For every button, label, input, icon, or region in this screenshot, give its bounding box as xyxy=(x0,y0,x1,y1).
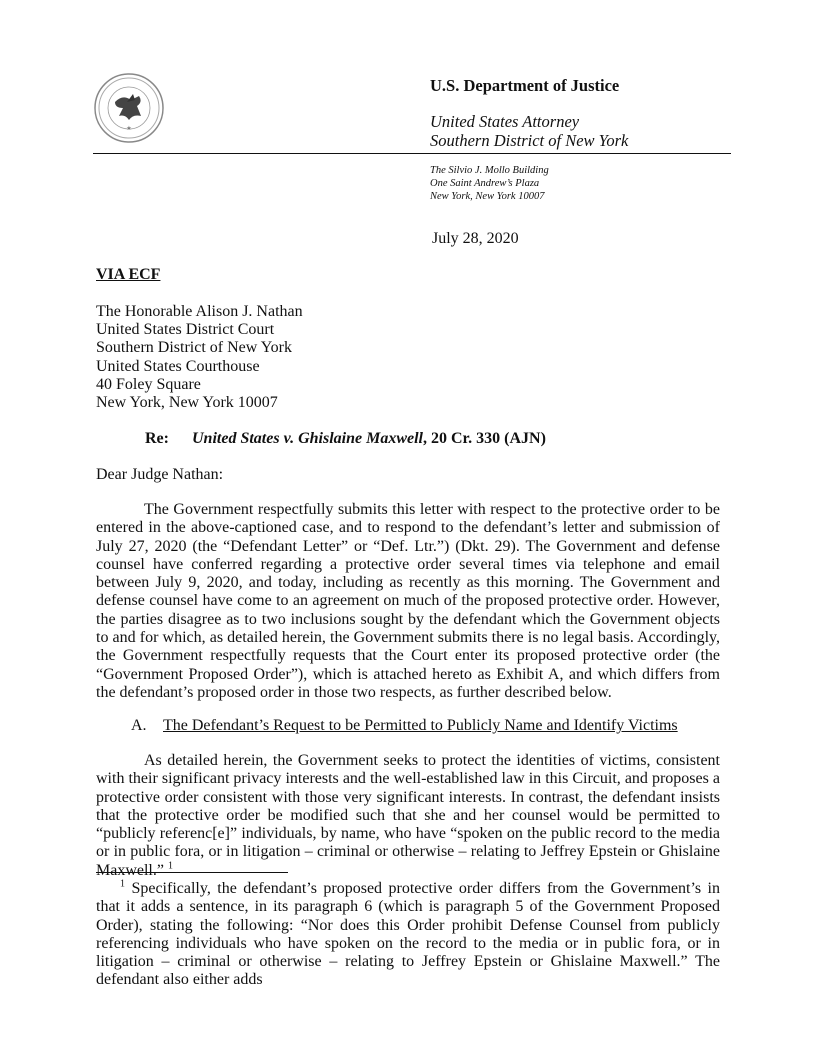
recipient-line: 40 Foley Square xyxy=(96,375,201,393)
doj-seal-icon xyxy=(93,72,165,144)
recipient-line: United States Courthouse xyxy=(96,357,260,375)
recipient-line: New York, New York 10007 xyxy=(96,394,278,412)
office-name xyxy=(430,112,740,150)
department-name: U.S. Department of Justice xyxy=(430,76,620,95)
body-paragraph xyxy=(96,752,720,880)
address-line: One Saint Andrew’s Plaza xyxy=(430,178,540,189)
footnote xyxy=(96,880,720,990)
delivery-method: VIA ECF xyxy=(96,266,161,283)
address-line: New York, New York 10007 xyxy=(430,191,545,202)
case-number: , 20 Cr. 330 (AJN) xyxy=(422,430,546,447)
letterhead-divider xyxy=(93,153,731,154)
address-line: The Silvio J. Mollo Building xyxy=(430,165,549,176)
section-heading xyxy=(131,717,678,735)
footnote-reference[interactable]: 1 xyxy=(167,860,173,872)
recipient-address xyxy=(96,303,303,412)
svg-text:★: ★ xyxy=(126,125,132,132)
office-line: United States Attorney xyxy=(430,112,580,131)
body-paragraph: The Government respectfully submits this letter with respect to the protective order to be entered in the above-captioned case, and to respond to the defendant’s letter and submission of July 27, 2020 (the “Defendant Letter” or “Def. Ltr.”) (Dkt. 29). The Government and defense counsel have conferred regarding a protective order several times via telephone and email between July 9, 2020, and today, including as recently as this morning. The Government and defense counsel have come to an agreement on much of the proposed protective order. However, the parties disagree as to two inclusions sought by the defendant which the Government objects to and for which, as detailed herein, the Government submits there is no legal basis. Accordingly, the Government respectfully requests that the Court enter its proposed protective order (the “Government Proposed Order”), which is attached hereto as Exhibit A, and which differs from the defendant’s proposed order in those two respects, as further described below. xyxy=(96,501,720,701)
recipient-line: The Honorable Alison J. Nathan xyxy=(96,303,303,320)
office-address xyxy=(430,164,549,203)
re-line xyxy=(145,430,546,448)
section-title: The Defendant’s Request to be Permitted to Publicly Name and Identify Victims xyxy=(163,717,678,734)
footnote-divider xyxy=(96,872,288,873)
paragraph-text: As detailed herein, the Government seeks to protect the identities of victims, consistent with their significant privacy interests and the well-established law in this Circuit, and proposes a protective order consistent with those very significant interests. In contrast, the defendant insists that the protective order be modified such that she and her counsel would be permitted to “publicly referenc[e]” individuals, by name, who have “spoken on the public record to the media or in public fora, or in litigation – criminal or otherwise – relating to Jeffrey Epstein or Ghislaine Maxwell.” xyxy=(96,752,720,879)
re-label: Re: xyxy=(145,430,169,447)
case-name: United States v. Ghislaine Maxwell xyxy=(192,430,423,447)
letter-date: July 28, 2020 xyxy=(432,230,519,247)
footnote-number: 1 xyxy=(120,878,125,890)
letterhead xyxy=(430,76,740,150)
recipient-line: United States District Court xyxy=(96,321,275,339)
recipient-line: Southern District of New York xyxy=(96,339,292,357)
footnote-text: Specifically, the defendant’s proposed protective order differs from the Government’s in that it adds a sentence, in its paragraph 6 (which is paragraph 5 of the Government Proposed Order), stating the following: “Nor does this Order prohibit Defense Counsel from publicly referencing individuals who have spoken on the record to the media or in public fora, or in litigation – criminal or otherwise – relating to Jeffrey Epstein or Ghislaine Maxwell.” The defendant also either adds xyxy=(96,880,721,989)
section-letter: A. xyxy=(131,717,147,734)
office-line: Southern District of New York xyxy=(430,131,629,150)
salutation: Dear Judge Nathan: xyxy=(96,466,224,483)
